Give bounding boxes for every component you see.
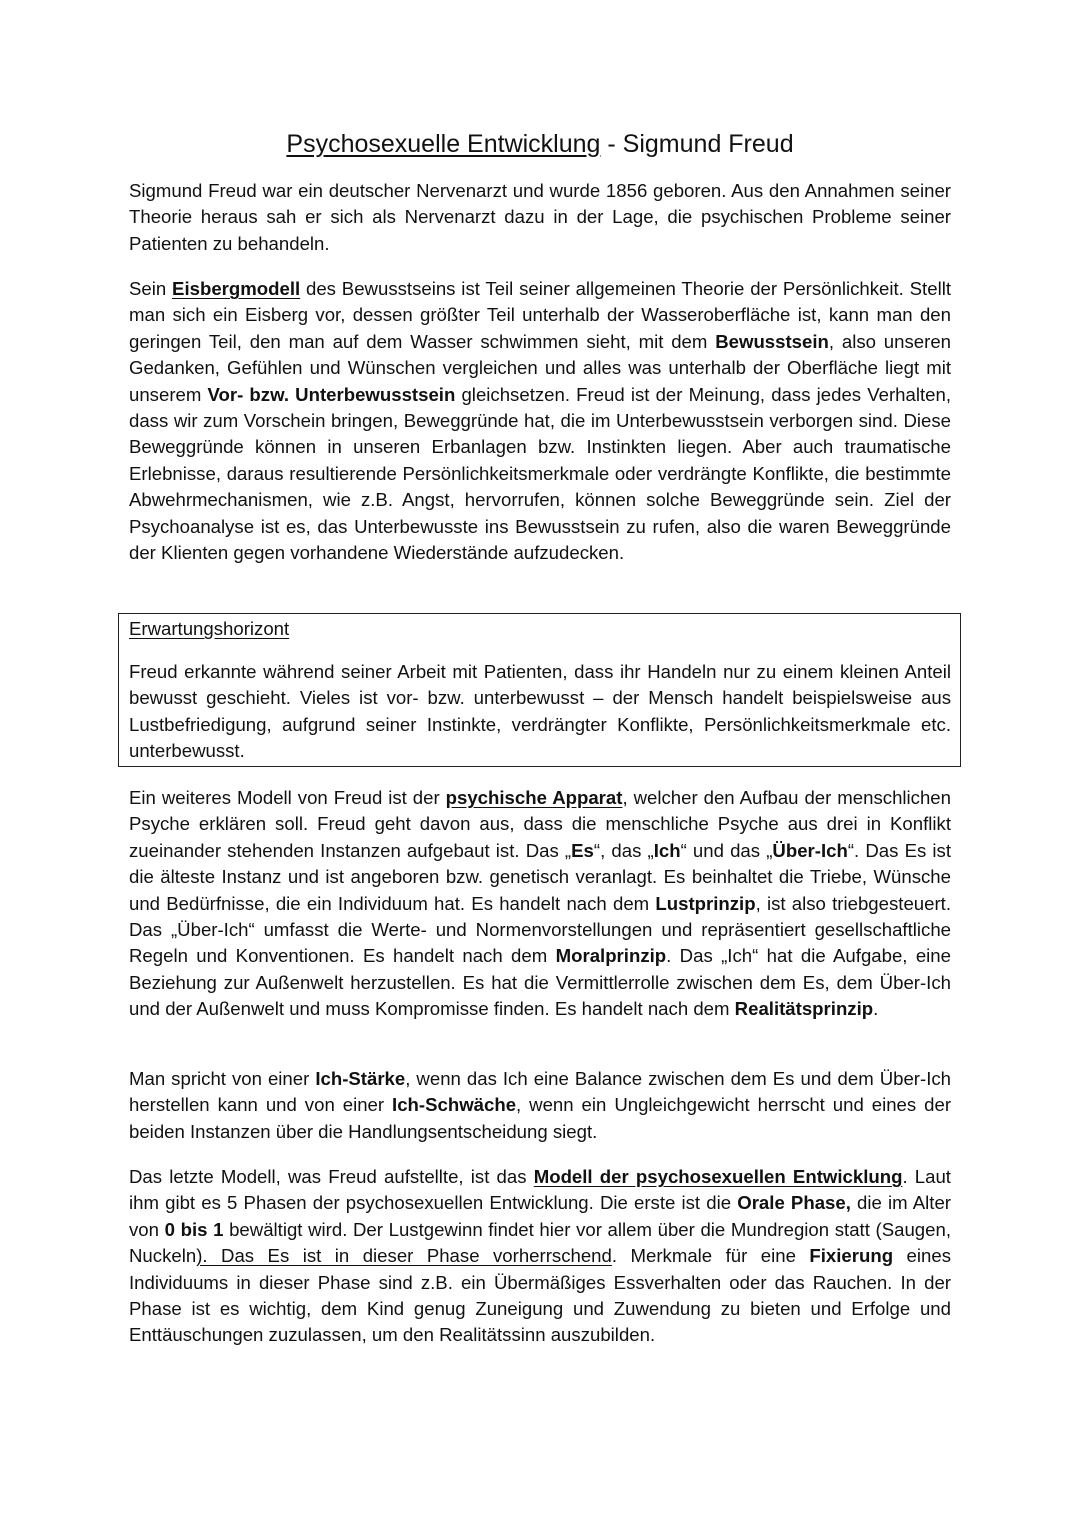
title-separator: - [600,130,623,158]
text-run: Man spricht von einer [129,1068,316,1089]
paragraph-psychischer-apparat [129,785,951,1023]
term-orale-phase: Orale Phase, [737,1192,851,1214]
text-run: die im Alter von [129,1192,951,1240]
paragraph-ich-staerke [129,1066,951,1145]
text-run: , welcher den Aufbau der menschlichen Psyche erklären soll. Freud geht davon aus, dass die menschliche Psyche aus drei in Konflikt zueinander stehenden Instanzen aufgebaut ist. Das „ [129,787,951,861]
term-moralprinzip: Moralprinzip [555,945,667,967]
erwartungshorizont-box [118,613,961,767]
title-author: Sigmund Freud [622,130,794,158]
text-run: Das letzte Modell, was Freud aufstellte, ist das [129,1166,534,1187]
term-realitaetsprinzip: Realitätsprinzip [734,998,874,1020]
text-run: . Merkmale für eine [611,1245,810,1267]
term-unterbewusstsein: Vor- bzw. Unterbewusstsein [207,383,456,405]
text-run: gleichsetzen. Freud ist der Meinung, dass jedes Verhalten, dass wir zum Vorschein bringen, Beweggründe hat, die im Unterbewusstsein verborgen sind. Diese Beweggründe können in unseren Erbanlagen bzw. Instinkten liegen. Aber auch traumatische Erlebnisse, daraus resultierende Persönlichkeitsmerkmale oder verdrängte Konflikte, die bestimmte Abwehrmechanismen, wie z.B. Angst, hervorrufen, können solche Beweggründe sein. Ziel der Psychoanalyse ist es, das Unterbewusste ins Bewusstsein zu rufen, also die waren Beweggründe der Klienten gegen vorhandene Wiederstände aufzudecken. [129,383,951,564]
term-ueber-ich: Über-Ich [772,839,848,861]
term-fixierung: Fixierung [809,1245,894,1267]
text-run: , also unseren Gedanken, Gefühlen und Wünschen vergleichen und alles was unterhalb der Oberfläche liegt mit unserem [129,330,951,405]
paragraph-eisbergmodell [129,276,951,566]
text-run: “, das „ [593,839,654,861]
term-eisbergmodell: Eisbergmodell [172,278,301,299]
text-run: , wenn ein Ungleichgewicht herrscht und eines der beiden Instanzen über die Handlungsentscheidung siegt. [129,1094,952,1142]
paragraph-psychosexuelle-entwicklung [129,1164,951,1349]
text-run: bewältigt wird. Der Lustgewinn findet hier vor allem über die Mundregion statt (Saugen, Nuckeln [129,1218,951,1267]
page-title [0,128,1080,160]
term-lustprinzip: Lustprinzip [655,892,756,914]
text-run: des Bewusstseins ist Teil seiner allgemeinen Theorie der Persönlichkeit. Stellt man sich ein Eisberg vor, dessen größter Teil unterhalb der Wasseroberfläche ist, kann man den geringen Teil, den man auf dem Wasser schwimmen sieht, mit dem [129,278,951,352]
underlined-es-vorherrschend: ). Das Es ist in dieser Phase vorherrschend [196,1245,612,1267]
text-run: . Laut ihm gibt es 5 Phasen der psychosexuellen Entwicklung. Die erste ist die [129,1166,951,1214]
text-run: . [873,998,879,1020]
term-alter: 0 bis 1 [164,1218,224,1240]
term-ich-staerke: Ich-Stärke [315,1068,406,1089]
term-es: Es [571,839,594,861]
text-run: Ein weiteres Modell von Freud ist der [129,787,446,808]
paragraph-intro: Sigmund Freud war ein deutscher Nervenarzt und wurde 1856 geboren. Aus den Annahmen seiner Theorie heraus sah er sich als Nervenarzt dazu in der Lage, die psychischen Probleme seiner Patienten zu behandeln. [129,180,951,254]
text-run: , ist also triebgesteuert. Das „Über-Ich“ umfasst die Werte- und Normenvorstellungen und repräsentiert gesellschaftliche Regeln und Konventionen. Es handelt nach dem [129,892,951,967]
term-ich: Ich [653,839,681,861]
text-run: eines Individuums in dieser Phase sind z.B. ein Übermäßiges Essverhalten oder das Rauchen. In der Phase ist es wichtig, dem Kind genug Zuneigung und Zuwendung zu bieten und Erfolge und Enttäuschungen zuzulassen, um den Realitätssinn auszubilden. [129,1245,951,1346]
term-psychischer-apparat: psychische Apparat [445,787,623,808]
text-run: , wenn das Ich eine Balance zwischen dem Es und dem Über-Ich herstellen kann und von einer [129,1068,951,1116]
box-heading: Erwartungshorizont [129,618,290,639]
box-text: Freud erkannte während seiner Arbeit mit Patienten, dass ihr Handeln nur zu einem kleinen Anteil bewusst geschieht. Vieles ist vor- bzw. unterbewusst – der Mensch handelt beispielsweise aus Lustbefriedigung, aufgrund seiner Instinkte, verdrängter Konflikte, Persönlichkeitsmerkmale etc. unterbewusst. [129,661,951,762]
title-main: Psychosexuelle Entwicklung [286,130,601,158]
text-run: Sein [129,278,173,299]
term-modell-psychosexuelle-entwicklung: Modell der psychosexuellen Entwicklung [533,1166,903,1187]
text-run: . Das „Ich“ hat die Aufgabe, eine Beziehung zur Außenwelt herzustellen. Es hat die Vermittlerrolle zwischen dem Es, dem Über-Ich und der Außenwelt und muss Kompromisse finden. Es handelt nach dem [129,945,951,1020]
text-run: “. Das Es ist die älteste Instanz und ist angeboren bzw. genetisch veranlagt. Es beinhaltet die Triebe, Wünsche und Bedürfnisse, die ein Individuum hat. Es handelt nach dem [129,839,952,914]
text-run: “ und das „ [680,839,773,861]
term-bewusstsein: Bewusstsein [715,330,829,352]
term-ich-schwaeche: Ich-Schwäche [392,1094,517,1116]
